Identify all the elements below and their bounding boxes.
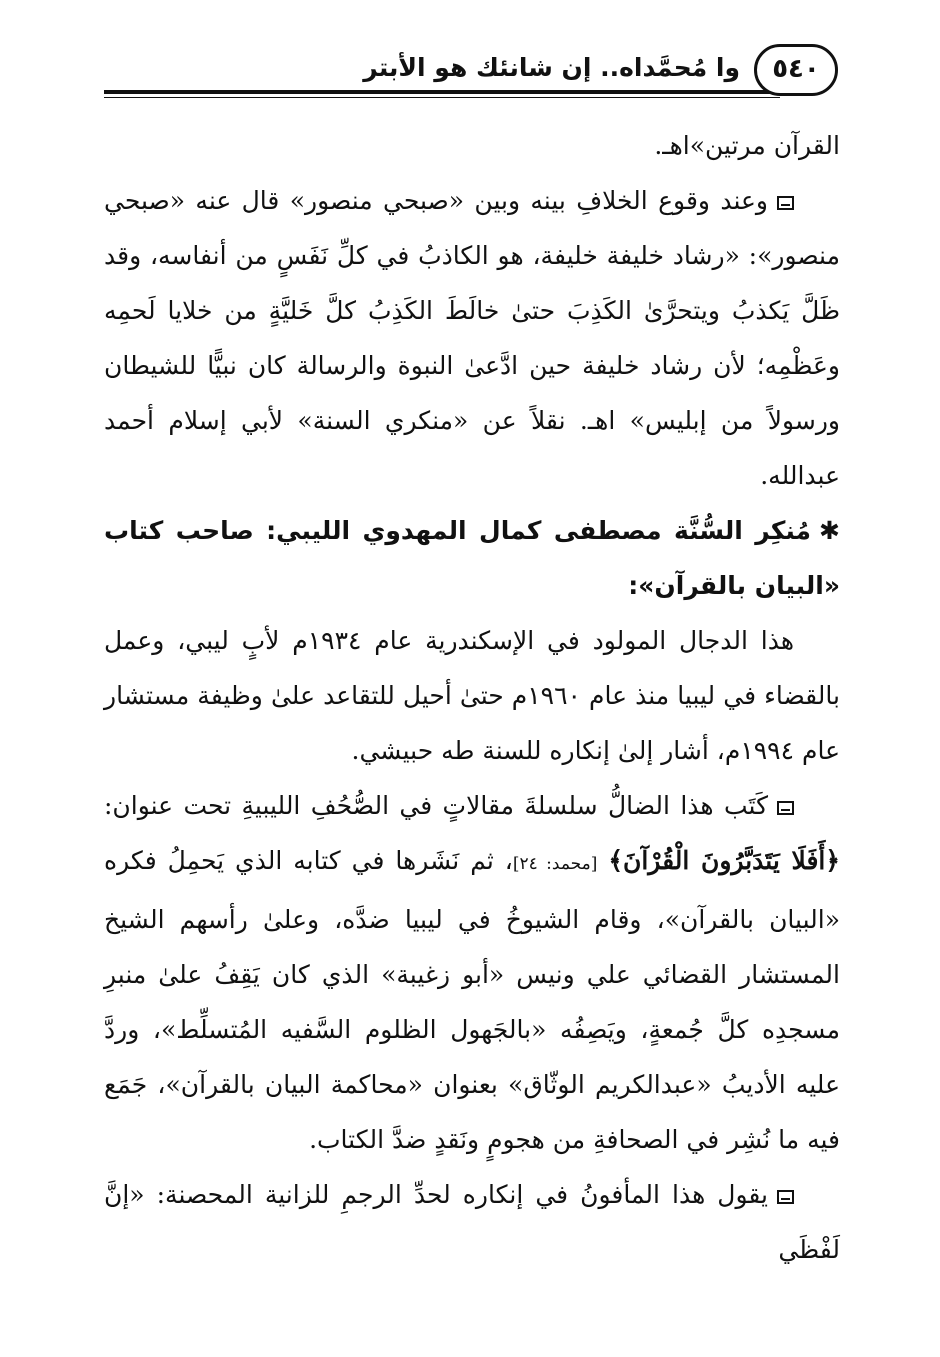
- square-bullet-icon: [777, 196, 794, 210]
- heading-text: مُنكِر السُّنَّة مصطفى كمال المهدوي الليبي: صاحب كتاب «البيان بالقرآن»:: [104, 516, 840, 600]
- paragraph-biography: [104, 613, 840, 778]
- running-title: وا مُحمَّداه.. إن شانئك هو الأبتر: [363, 53, 740, 82]
- running-header: [104, 42, 840, 108]
- header-rule: [104, 90, 780, 94]
- paragraph-text: كَتَب هذا الضالُّ سلسلةَ مقالاتٍ في الصُّحُفِ الليبيةِ تحت عنوان:: [104, 791, 768, 820]
- square-bullet-icon: [777, 801, 794, 815]
- section-heading: [104, 503, 840, 613]
- paragraph-book-history: [104, 778, 840, 1167]
- page-number: ٥٤٠: [754, 44, 838, 96]
- body-text: [104, 118, 840, 1277]
- verse-reference: [محمد: ٢٤]: [512, 854, 598, 874]
- quran-verse: ﴿أَفَلَا يَتَدَبَّرُونَ الْقُرْآنَ﴾: [608, 846, 840, 875]
- paragraph-text: ، ثم نَشَرها في كتابه الذي يَحمِلُ فكره «البيان بالقرآن»، وقام الشيوخُ في ليبيا ضدَّه، وعلىٰ رأسهم الشيخ المستشار القضائي علي ونيس «أبو زغيبة» الذي كان يَقِفُ علىٰ منبرِ مسجدِه كلَّ جُمعةٍ، ويَصِفُه «بالجَهول الظلوم السَّفيه المُتسلِّط»، وردَّ عليه الأديبُ «عبدالكريم الوثّاق» بعنوان «محاكمة البيان بالقرآن»، جَمَع فيه ما نُشِر في الصحافةِ من هجومٍ ونَقدٍ ضدَّ الكتاب.: [104, 846, 840, 1154]
- paragraph-text: يقول هذا المأفونُ في إنكاره لحدِّ الرجمِ للزانية المحصنة: «إنَّ لَفْظَي: [104, 1180, 840, 1264]
- paragraph-continuation: [104, 118, 840, 173]
- paragraph-text: هذا الدجال المولود في الإسكندرية عام ١٩٣٤م لأبٍ ليبي، وعمل بالقضاء في ليبيا منذ عام ١٩٦٠م حتىٰ أحيل للتقاعد علىٰ وظيفة مستشار عام ١٩٩٤م، أشار إلىٰ إنكاره للسنة طه حبيشي.: [104, 626, 840, 765]
- paragraph-sobhi-quote: [104, 173, 840, 503]
- header-rule-thin: [104, 97, 780, 98]
- paragraph-text: القرآن مرتين»اهـ.: [654, 131, 840, 160]
- paragraph-rajm: [104, 1167, 840, 1277]
- square-bullet-icon: [777, 1190, 794, 1204]
- paragraph-text: وعند وقوع الخلافِ بينه وبين «صبحي منصور» قال عنه «صبحي منصور»: «رشاد خليفة خليفة، هو الكاذبُ في كلِّ نَفَسٍ من أنفاسه، وقد ظَلَّ يَكذبُ ويتحرَّىٰ الكَذِبَ حتىٰ خالَطَ الكَذِبُ كلَّ خَليَّةٍ من خلايا لَحمِه وعَظْمِه؛ لأن رشاد خليفة حين ادَّعىٰ النبوة والرسالة كان نبيًّا للشيطان ورسولاً من إبليس» اهـ. نقلاً عن «منكري السنة» لأبي إسلام أحمد عبدالله.: [104, 186, 840, 490]
- asterisk-icon: ✱: [819, 516, 840, 545]
